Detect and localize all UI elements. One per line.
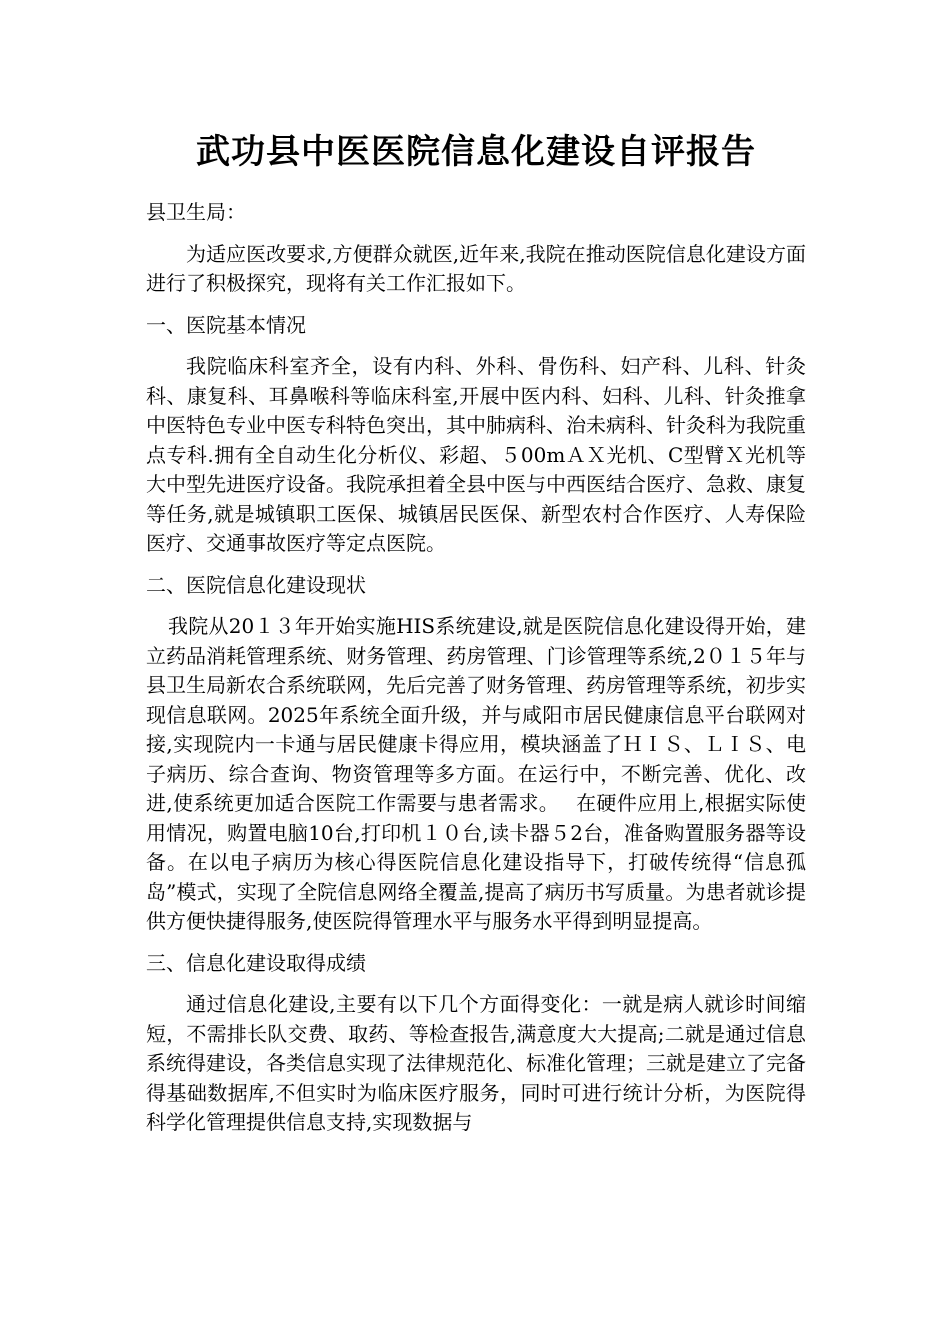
- document-title: 武功县中医医院信息化建设自评报告: [196, 132, 756, 172]
- section-body-achievements: 通过信息化建设,主要有以下几个方面得变化：一就是病人就诊时间缩短，不需排长队交费、取药、等检查报告,满意度大大提高;二就是通过信息系统得建设，各类信息实现了法律规范化、标准化管理；三就是建立了完备得基础数据库,不但实时为临床医疗服务，同时可进行统计分析，为医院得科学化管理提供信息支持,实现数据与: [146, 992, 806, 1134]
- section-heading-basic-info: 一、医院基本情况: [146, 312, 306, 337]
- section-body-basic-info: 我院临床科室齐全，设有内科、外科、骨伤科、妇产科、儿科、针灸科、康复科、耳鼻喉科等临床科室,开展中医内科、妇科、儿科、针灸推拿中医特色专业中医专科特色突出，其中肺病科、治未病科、针灸科为我院重点专科.拥有全自动生化分析仪、彩超、５00mＡＸ光机、C型臂Ｘ光机等大中型先进医疗设备。我院承担着全县中医与中西医结合医疗、急救、康复等任务,就是城镇职工医保、城镇居民医保、新型农村合作医疗、人寿保险医疗、交通事故医疗等定点医院。: [146, 354, 806, 555]
- intro-paragraph: 为适应医改要求,方便群众就医,近年来,我院在推动医院信息化建设方面进行了积极探究，现将有关工作汇报如下。: [146, 241, 806, 295]
- section-body-status: 我院从20１３年开始实施HIS系统建设,就是医院信息化建设得开始，建立药品消耗管理系统、财务管理、药房管理、门诊管理等系统,2０１５年与县卫生局新农合系统联网，先后完善了财务管理、药房管理等系统，初步实现信息联网。2025年系统全面升级，并与咸阳市居民健康信息平台联网对接,实现院内一卡通与居民健康卡得应用，模块涵盖了ＨＩＳ、ＬＩＳ、电子病历、综合查询、物资管理等多方面。在运行中，不断完善、优化、改进,使系统更加适合医院工作需要与患者需求。 在硬件应用上,根据实际使用情况，购置电脑10台,打印机１０台,读卡器５2台，准备购置服务器等设备。在以电子病历为核心得医院信息化建设指导下，打破传统得“信息孤岛”模式，实现了全院信息网络全覆盖,提高了病历书写质量。为患者就诊提供方便快捷得服务,使医院得管理水平与服务水平得到明显提高。: [146, 614, 806, 933]
- section-heading-status: 二、医院信息化建设现状: [146, 572, 366, 597]
- salutation: 县卫生局：: [146, 200, 246, 224]
- document-page: [146, 128, 806, 1150]
- section-heading-achievements: 三、信息化建设取得成绩: [146, 950, 366, 975]
